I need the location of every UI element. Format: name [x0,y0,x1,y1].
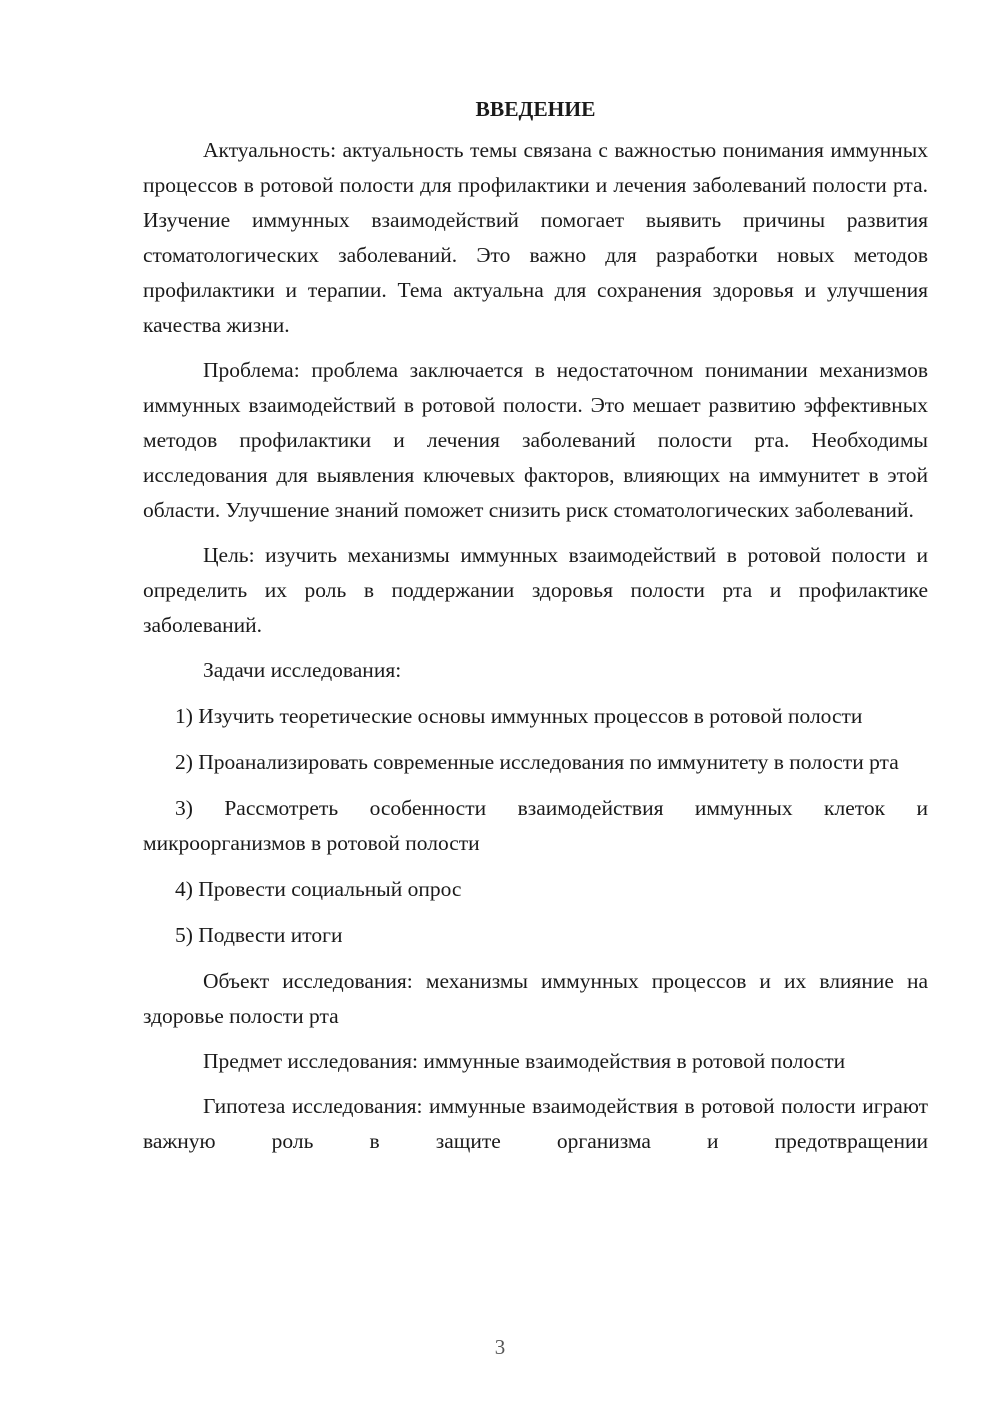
problem-paragraph: Проблема: проблема заключается в недостаточном понимании механизмов иммунных взаимодействий в ротовой полости. Это мешает развитию эффективных методов профилактики и лечения заболеваний полости рта. Необходимы исследования для выявления ключевых факторов, влияющих на иммунитет в этой области. Улучшение знаний поможет снизить риск стоматологических заболеваний. [143,358,928,522]
goal-paragraph: Цель: изучить механизмы иммунных взаимодействий в ротовой полости и определить их роль в поддержании здоровья полости рта и профилактике заболеваний. [143,543,928,637]
task-item: 4) Провести социальный опрос [175,877,462,901]
task-item: 2) Проанализировать современные исследования по иммунитету в полости рта [175,750,899,774]
hypothesis-paragraph: Гипотеза исследования: иммунные взаимодействия в ротовой полости играют важную роль в защите организма и предотвращении [143,1094,928,1153]
task-item: 5) Подвести итоги [175,923,343,947]
task-item: 3) Рассмотреть особенности взаимодействия иммунных клеток и микроорганизмов в ротовой полости [143,796,928,855]
subject-paragraph: Предмет исследования: иммунные взаимодействия в ротовой полости [203,1049,846,1073]
task-item: 1) Изучить теоретические основы иммунных процессов в ротовой полости [175,704,863,728]
document-page [143,92,928,1159]
page-number: 3 [494,1335,506,1359]
object-paragraph: Объект исследования: механизмы иммунных процессов и их влияние на здоровье полости рта [143,969,928,1028]
relevance-paragraph: Актуальность: актуальность темы связана с важностью понимания иммунных процессов в ротовой полости для профилактики и лечения заболеваний полости рта. Изучение иммунных взаимодействий помогает выявить причины развития стоматологических заболеваний. Это важно для разработки новых методов профилактики и терапии. Тема актуальна для сохранения здоровья и улучшения качества жизни. [143,138,928,337]
section-title: ВВЕДЕНИЕ [475,97,596,121]
tasks-heading: Задачи исследования: [203,658,402,682]
